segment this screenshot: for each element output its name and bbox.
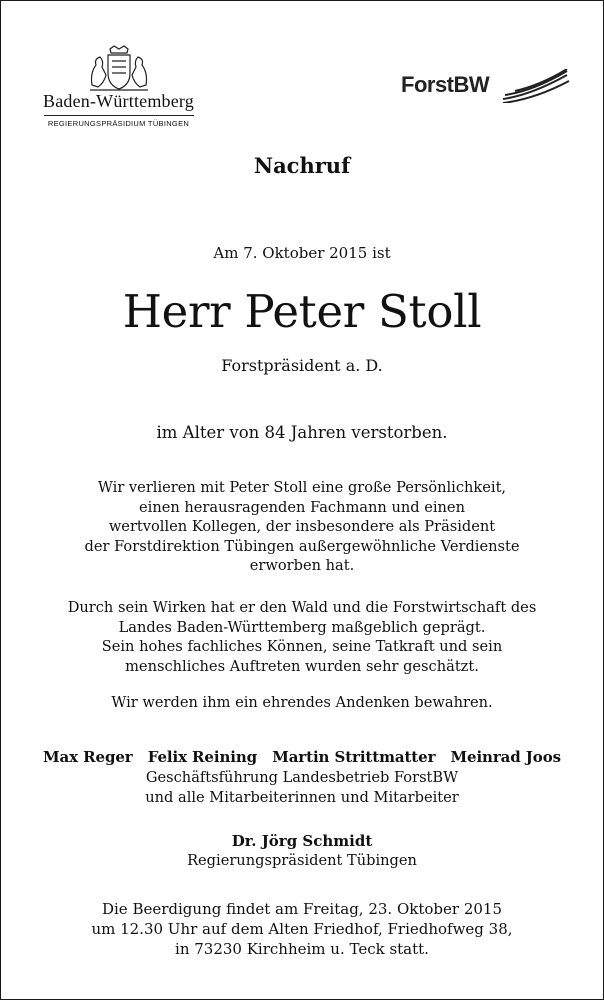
tribute-paragraph-1 (1, 478, 603, 576)
forstbw-swoosh-icon (501, 69, 571, 103)
baden-wuerttemberg-logo (31, 45, 206, 128)
text-line: Landes Baden-Württemberg maßgeblich geprägt. (118, 618, 486, 636)
text-line: wertvollen Kollegen, der insbesondere als Präsident (108, 518, 496, 535)
deceased-rank: Forstpräsident a. D. (221, 356, 383, 375)
text-line: der Forstdirektion Tübingen außergewöhnliche Verdienste (84, 537, 520, 555)
tribute-paragraph-3: Wir werden ihm ein ehrendes Andenken bewahren. (111, 694, 493, 711)
signer-name: Meinrad Joos (450, 748, 561, 766)
coat-of-arms-icon (84, 45, 154, 93)
signers-row (1, 748, 603, 766)
text-line: einen herausragenden Fachmann und einen (139, 498, 465, 516)
state-name: Baden-Württemberg (42, 91, 194, 111)
signer-name: Martin Strittmatter (272, 748, 436, 766)
signers-group (1, 768, 603, 807)
burial-info (1, 899, 603, 959)
logo-divider (44, 115, 194, 116)
second-signer-title: Regierungspräsident Tübingen (187, 852, 417, 869)
signer-name: Max Reger (43, 748, 133, 766)
text-line: erworben hat. (249, 557, 355, 574)
signer-name: Felix Reining (147, 748, 258, 766)
text-line: menschliches Auftreten wurden sehr geschätzt. (125, 657, 479, 675)
notice-title: Nachruf (253, 153, 351, 178)
text-line: um 12.30 Uhr auf dem Alten Friedhof, Friedhofweg 38, (91, 920, 513, 938)
age-line: im Alter von 84 Jahren verstorben. (156, 423, 448, 442)
text-line: Sein hohes fachliches Können, seine Tatkraft und sein (101, 638, 503, 655)
authority-name: REGIERUNGSPRÄSIDIUM TÜBINGEN (47, 119, 190, 128)
second-signer-name: Dr. Jörg Schmidt (231, 832, 373, 850)
forstbw-logo (401, 69, 571, 103)
text-line: in 73230 Kirchheim u. Teck statt. (175, 940, 429, 958)
deceased-name: Herr Peter Stoll (122, 285, 482, 338)
intro-line: Am 7. Oktober 2015 ist (213, 244, 391, 262)
text-line: und alle Mitarbeiterinnen und Mitarbeiter (145, 788, 459, 806)
text-line: Durch sein Wirken hat er den Wald und die Forstwirtschaft des (67, 599, 537, 616)
text-line: Geschäftsführung Landesbetrieb ForstBW (145, 769, 459, 786)
forstbw-wordmark: ForstBW (401, 72, 490, 97)
text-line: Die Beerdigung findet am Freitag, 23. Oktober 2015 (101, 900, 502, 918)
tribute-paragraph-2 (1, 598, 603, 676)
text-line: Wir verlieren mit Peter Stoll eine große Persönlichkeit, (97, 479, 507, 496)
